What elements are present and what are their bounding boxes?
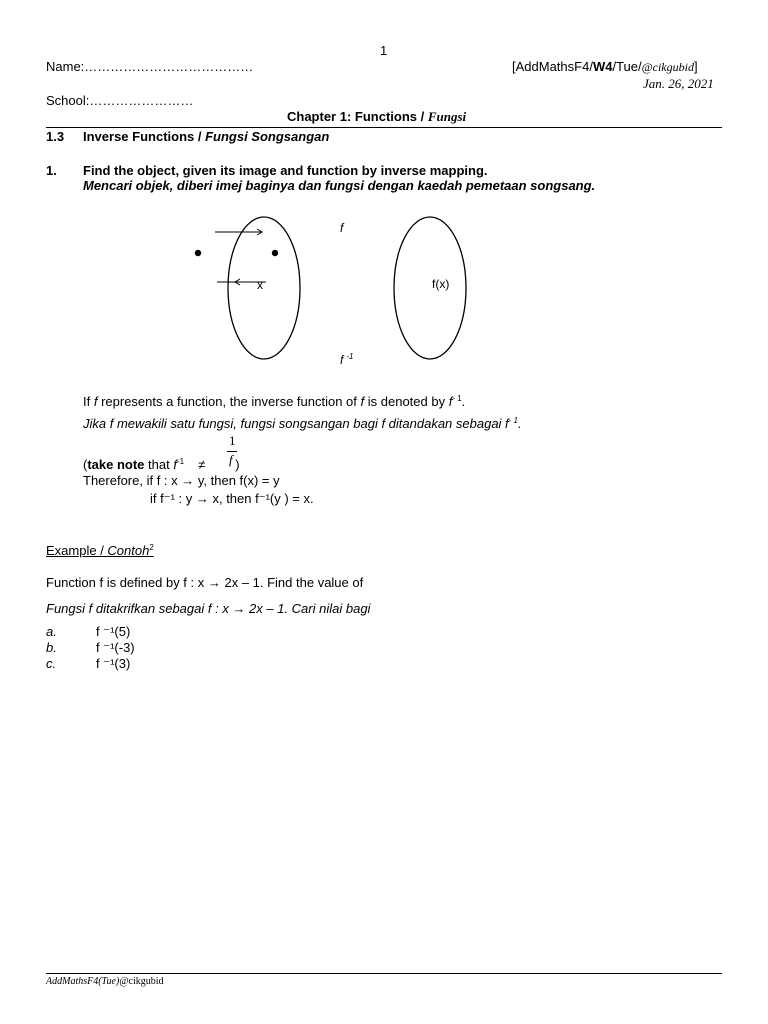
example-function-en: Function f is defined by f : x → 2x – 1. Find the value of (46, 575, 364, 590)
chapter-title (287, 110, 466, 125)
page-number: 1 (380, 43, 388, 58)
example-item-expr: f ⁻¹(5) (96, 624, 131, 639)
label-x: x (257, 278, 263, 292)
def-en-f2: f (360, 394, 365, 409)
footer-handle: @cikgubid (119, 976, 164, 987)
def-en-finv: f (448, 394, 453, 409)
label-f-inverse-base: f (340, 353, 344, 367)
therefore-line-2: if f⁻¹ : y → x, then f⁻¹(y ) = x. (150, 491, 314, 506)
label-fx: f(x) (432, 277, 450, 291)
codomain-ellipse (394, 217, 466, 359)
code-handle: @cikgubid (641, 60, 694, 74)
header-rule (46, 127, 722, 128)
label-f-inverse (340, 352, 353, 367)
chapter-title-ms: Fungsi (427, 109, 467, 124)
section-title-ms: Fungsi Songsangan (205, 129, 330, 144)
example-heading (46, 543, 154, 559)
def-en-sup: - 1 (452, 394, 462, 403)
fraction-numerator: 1 (229, 433, 236, 448)
fraction-denominator: f (229, 452, 233, 467)
note-open: ( (83, 457, 88, 472)
question-text-en: Find the object, given its image and function by inverse mapping. (83, 163, 488, 178)
footer-rule (46, 973, 722, 974)
name-field-label: Name:………………………………… (46, 59, 254, 74)
code-week: W4 (592, 59, 613, 74)
example-item-label: a. (46, 624, 57, 639)
dot-right (272, 250, 278, 256)
example-item-expr: f ⁻¹(3) (96, 656, 131, 671)
example-heading-ms: Contoh (107, 543, 150, 558)
code-prefix: [AddMathsF4/ (512, 59, 593, 74)
document-code (512, 60, 698, 75)
note-neq: ≠ (198, 457, 206, 472)
inverse-definition-ms (83, 416, 522, 432)
section-number: 1.3 (46, 129, 65, 144)
therefore-line-1: Therefore, if f : x → y, then f(x) = y (83, 473, 280, 488)
chapter-title-en: Chapter 1: Functions / (287, 109, 428, 124)
label-f: f (340, 221, 344, 235)
example-item-expr: f ⁻¹(-3) (96, 640, 135, 655)
example-heading-en: Example / (46, 543, 108, 558)
note-close: ) (235, 457, 240, 472)
def-ms-end: . (518, 416, 522, 431)
document-date: Jan. 26, 2021 (643, 76, 714, 91)
def-en-part2: represents a function, the inverse function of (97, 394, 361, 409)
inverse-definition-en (83, 394, 465, 410)
footer-title: AddMathsF4(Tue) (46, 976, 120, 987)
school-field-label: School:…………………… (46, 93, 194, 108)
question-text-ms: Mencari objek, diberi imej baginya dan fungsi dengan kaedah pemetaan songsang. (83, 178, 596, 193)
take-note (83, 457, 240, 473)
def-en-end: . (461, 394, 466, 409)
example-item-label: b. (46, 640, 57, 655)
example-function-ms: Fungsi f ditakrifkan sebagai f : x → 2x – 1. Cari nilai bagi (46, 601, 371, 616)
def-ms-sup: - 1 (508, 416, 518, 425)
example-heading-sup: 2 (149, 543, 154, 552)
footer-text (46, 976, 164, 988)
domain-ellipse (228, 217, 300, 359)
def-en-part1: If (83, 394, 94, 409)
def-en-f: f (93, 394, 98, 409)
note-sup: -1 (176, 457, 185, 466)
section-title (83, 130, 329, 145)
question-number: 1. (46, 163, 57, 178)
code-close: ] (693, 59, 698, 74)
example-item-label: c. (46, 656, 57, 671)
dot-left (195, 250, 201, 256)
code-suffix: /Tue/ (612, 59, 642, 74)
note-bold: take note (87, 457, 145, 472)
note-f: f (173, 457, 177, 472)
def-en-part3: is denoted by (364, 394, 449, 409)
section-title-en: Inverse Functions / (83, 129, 206, 144)
inverse-mapping-diagram (180, 212, 480, 372)
note-text: that (144, 457, 174, 472)
def-ms-text: Jika f mewakili satu fungsi, fungsi songsangan bagi f ditandakan sebagai f (83, 416, 509, 431)
label-f-inverse-sup: -1 (346, 352, 354, 361)
